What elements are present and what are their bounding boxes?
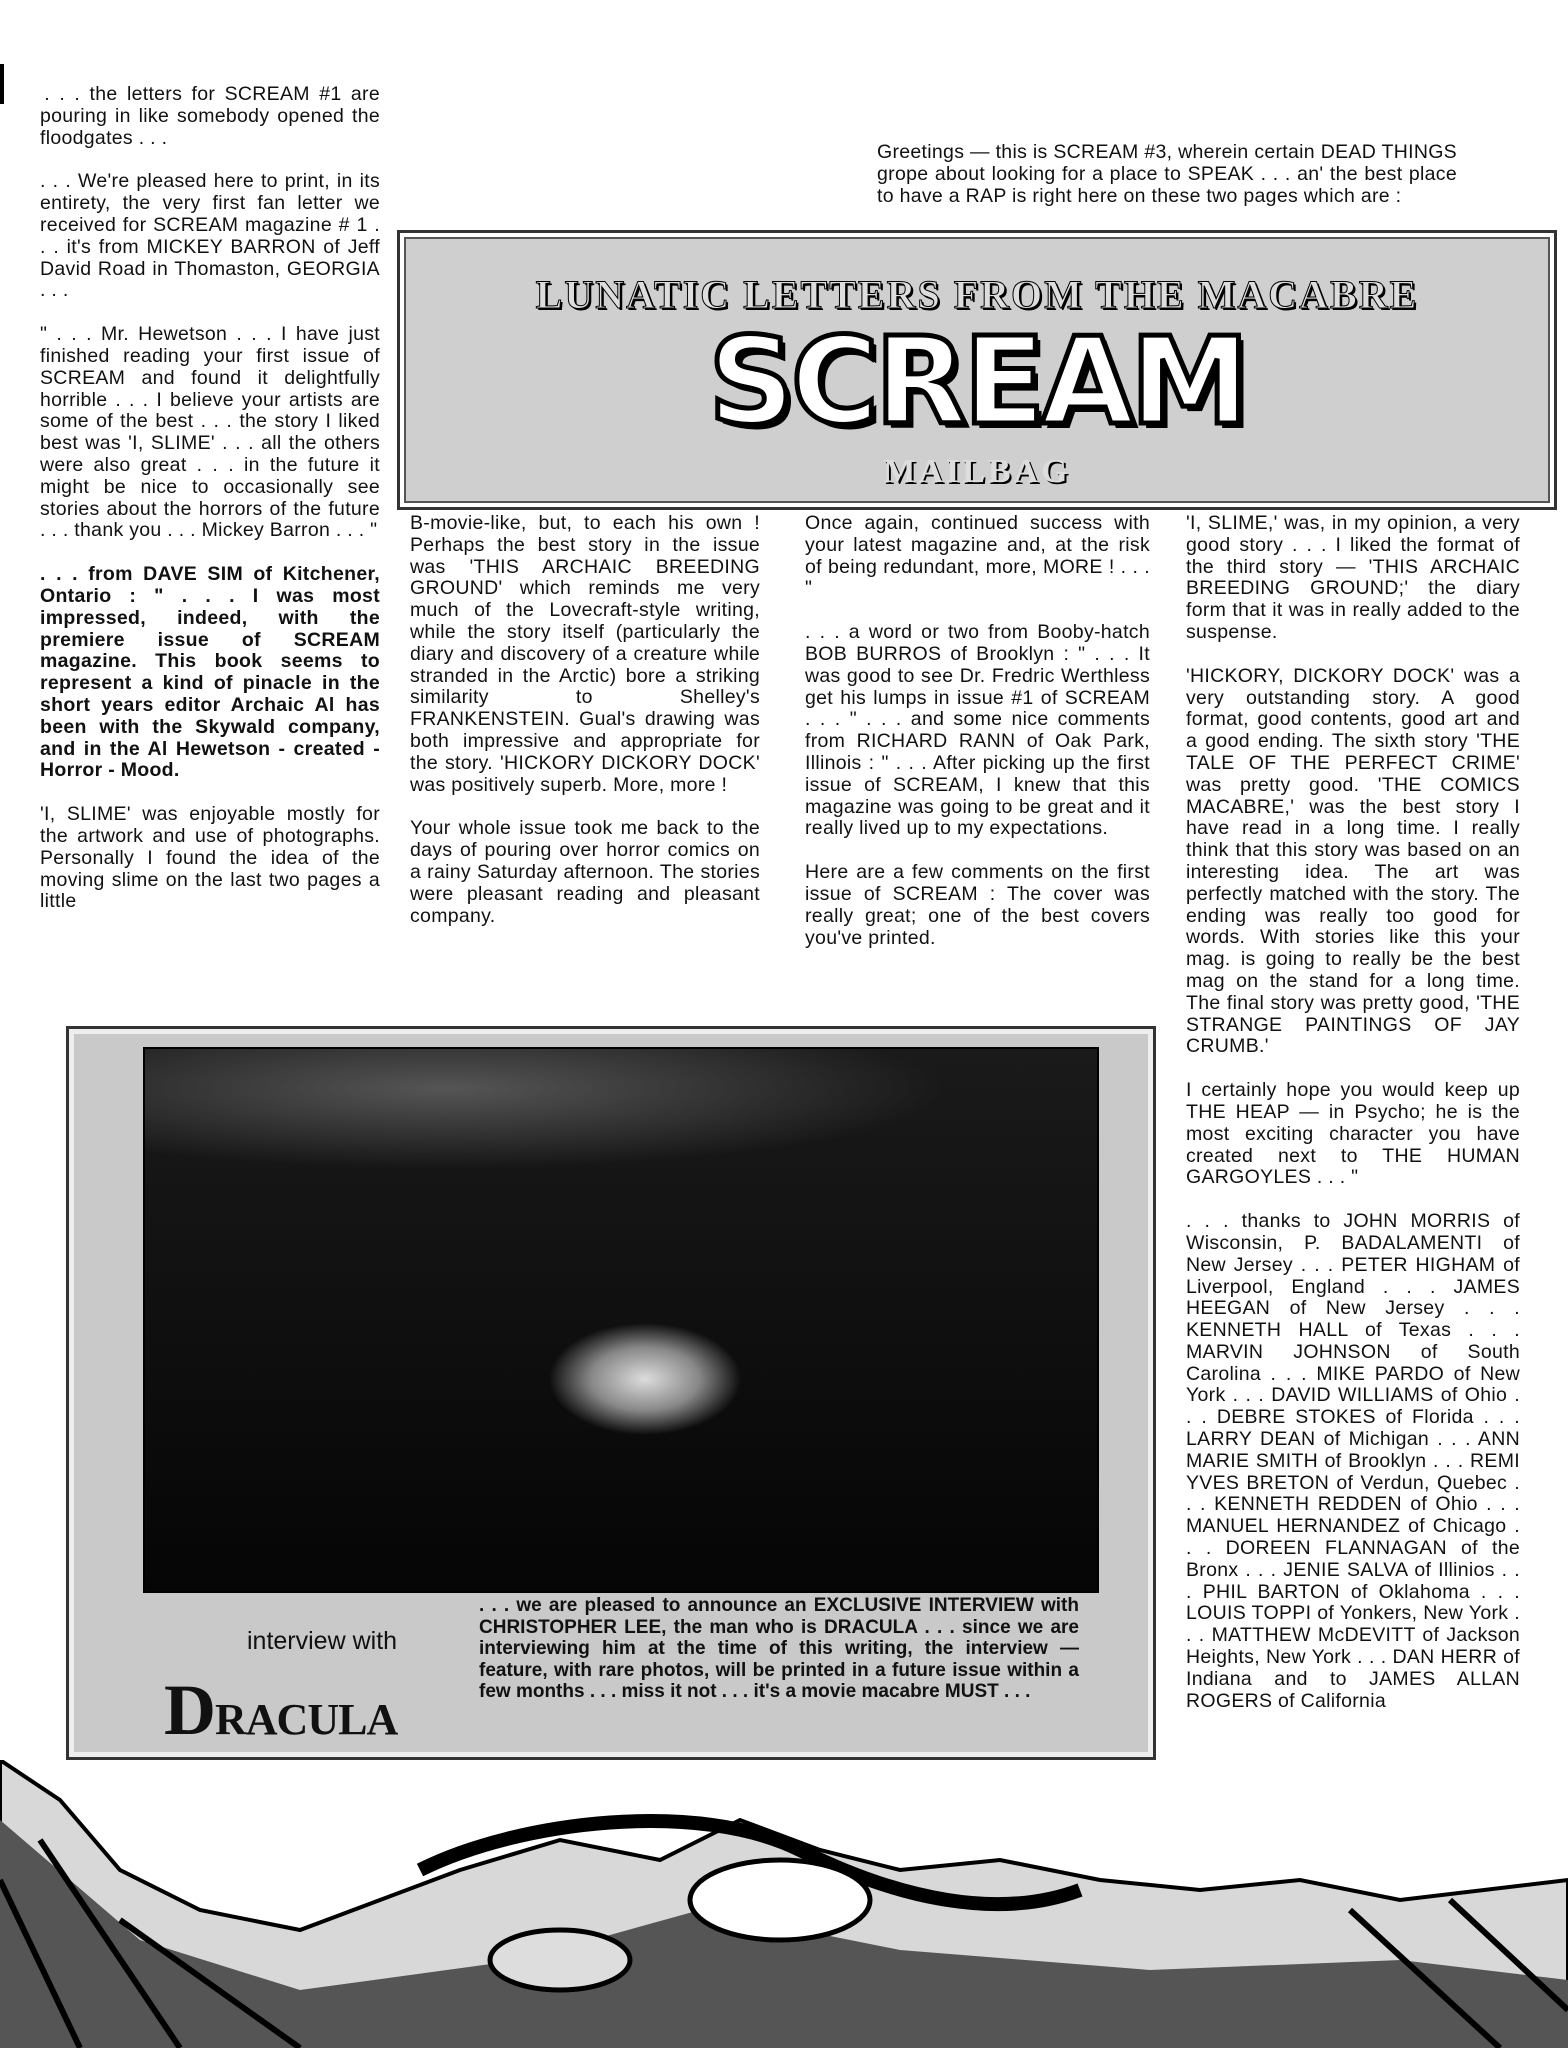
interview-announcement: . . . we are pleased to announce an EXCLUSIVE INTERVIEW with CHRISTOPHER LEE, the man who is DRACULA . . . since we are interviewing him at the time of this writing, the interview — feature, with rare photos, will be printed in a future issue within a few months . . . miss it not . . . it's a movie macabre MUST . . . <box>479 1595 1079 1702</box>
letter-paragraph: Once again, continued success with your latest magazine and, at the risk of being redundant, more, MORE ! . . . " <box>805 512 1150 600</box>
intro-text: Greetings — this is SCREAM #3, wherein certain DEAD THINGS grope about looking for a place to SPEAK . . . an' the best place to have a RAP is right here on these two pages which are : <box>877 141 1457 207</box>
letters-column-3 <box>805 513 1150 971</box>
header-tagline: LUNATIC LETTERS FROM THE MACABRE <box>535 272 1419 317</box>
dracula-initial: D <box>164 1670 215 1750</box>
dracula-rest: RACULA <box>215 1695 398 1744</box>
letter-paragraph: 'HICKORY, DICKORY DOCK' was a very outstanding story. A good format, good contents, good art and a good ending. The sixth story 'THE TALE OF THE PERFECT CRIME' was pretty good. 'THE COMICS MACABRE,' was the best story I have read in a long time. I really think that this story was based on an interesting idea. The art was perfectly matched with the story. The ending was really too good for words. With stories like this your mag. is going to really be the best mag on the stand for a long time. The final story was pretty good, 'THE STRANGE PAINTINGS OF JAY CRUMB.' <box>1186 664 1520 1058</box>
interview-with-label: interview with <box>247 1627 398 1655</box>
mailbag-header <box>397 230 1557 510</box>
letter-paragraph: B-movie-like, but, to each his own ! Perhaps the best story in the issue was 'THIS ARCHAIC BREEDING GROUND' which reminds me very much of the Lovecraft-style writing, while the story itself (particularly the diary and discovery of a creature while stranded in the Arctic) bore a striking similarity to Shelley's FRANKENSTEIN. Gual's drawing was both impressive and appropriate for the story. 'HICKORY DICKORY DOCK' was positively superb. More, more ! <box>410 512 760 796</box>
bottom-illustration <box>0 1760 1568 2048</box>
letter-paragraph: . . . a word or two from Booby-hatch BOB BURROS of Brooklyn : " . . . It was good to see Dr. Fredric Werthless get his lumps in issue #1 of SCREAM . . . " . . . and some nice comments from RICHARD RANN of Oak Park, Illinois : " . . . After picking up the first issue of SCREAM, I knew that this magazine was going to be great and it really lived up to my expectations. <box>805 621 1150 840</box>
page-edge-mark <box>0 64 4 104</box>
intro-paragraph: . . . the letters for SCREAM #1 are pouring in like somebody opened the floodgates . . . <box>40 83 380 149</box>
letters-column-2 <box>410 513 760 949</box>
dracula-feature-box <box>66 1026 1156 1760</box>
dracula-title <box>164 1669 397 1752</box>
header-mailbag: MAILBAG <box>883 453 1071 490</box>
letter-paragraph: . . . We're pleased here to print, in its entirety, the very first fan letter we received for SCREAM magazine # 1 . . . it's from MICKEY BARRON of Jeff David Road in Thomaston, GEORGIA . . . <box>40 170 380 302</box>
scream-logo: SCREAM <box>708 313 1246 452</box>
letter-paragraph: 'I, SLIME' was enjoyable mostly for the artwork and use of photographs. Personally I found the idea of the moving slime on the last two pages a little <box>40 803 380 913</box>
thanks-list: . . . thanks to JOHN MORRIS of Wisconsin, P. BADALAMENTI of New Jersey . . . PETER HIGHAM of Liverpool, England . . . JAMES HEEGAN of New Jersey . . . KENNETH HALL of Texas . . . MARVIN JOHNSON of South Carolina . . . MIKE PARDO of New York . . . DAVID WILLIAMS of Ohio . . . DEBRE STOKES of Florida . . . LARRY DEAN of Michigan . . . ANN MARIE SMITH of Brooklyn . . . REMI YVES BRETON of Verdun, Quebec . . . KENNETH REDDEN of Ohio . . . MANUEL HERNANDEZ of Chicago . . . DOREEN FLANNAGAN of the Bronx . . . JENIE SALVA of Illinios . . . PHIL BARTON of Oklahoma . . . LOUIS TOPPI of Yonkers, New York . . . MATTHEW McDEVITT of Jackson Heights, New York . . . DAN HERR of Indiana and to JAMES ALLAN ROGERS of California <box>1186 1210 1520 1712</box>
letter-paragraph: I certainly hope you would keep up THE HEAP — in Psycho; he is the most exciting character you have created next to THE HUMAN GARGOYLES . . . " <box>1186 1079 1520 1189</box>
letters-column-4 <box>1186 513 1520 1734</box>
letter-paragraph: Your whole issue took me back to the days of pouring over horror comics on a rainy Saturday afternoon. The stories were pleasant reading and pleasant company. <box>410 817 760 927</box>
letter-paragraph: . . . from DAVE SIM of Kitchener, Ontario : " . . . I was most impressed, indeed, with the premiere issue of SCREAM magazine. This book seems to represent a kind of pinacle in the short years editor Archaic Al has been with the Skywald company, and in the Al Hewetson - created - Horror - Mood. <box>40 563 380 782</box>
letter-paragraph: " . . . Mr. Hewetson . . . I have just finished reading your first issue of SCREAM and found it delightfully horrible . . . I believe your artists are some of the best . . . the story I liked best was 'I, SLIME' . . . all the others were also great . . . in the future it might be nice to occasionally see stories about the horrors of the future . . . thank you . . . Mickey Barron . . . " <box>40 323 380 542</box>
letter-paragraph: Here are a few comments on the first issue of SCREAM : The cover was really great; one of the best covers you've printed. <box>805 861 1150 949</box>
letter-paragraph: 'I, SLIME,' was, in my opinion, a very good story . . . I liked the format of the third story — 'THIS ARCHAIC BREEDING GROUND;' the diary form that it was in really added to the suspense. <box>1186 512 1520 643</box>
dracula-photo <box>143 1047 1099 1593</box>
letters-column-1 <box>40 84 380 935</box>
